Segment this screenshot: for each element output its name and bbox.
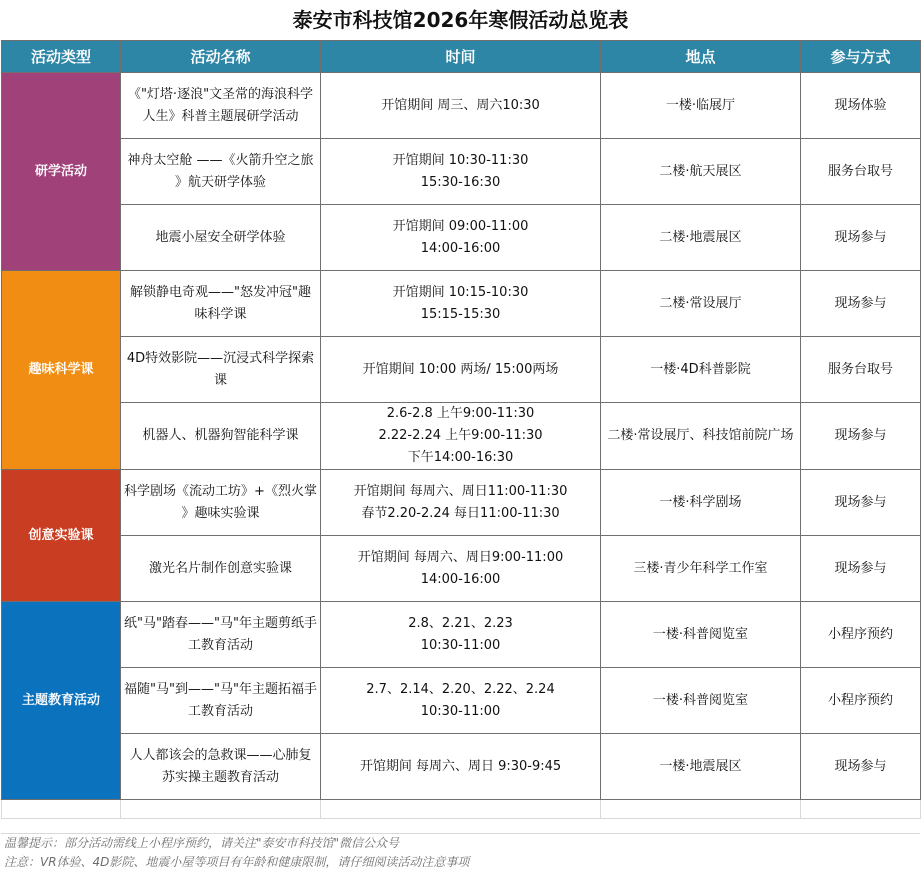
- activity-name-line: 课: [213, 372, 227, 388]
- note-reservation: 温馨提示：部分活动需线上小程序预约，请关注"泰安市科技馆"微信公众号: [4, 836, 400, 850]
- activity-time-line: 开馆期间 09:00-11:00: [392, 218, 529, 234]
- activity-name-cell: [121, 337, 321, 403]
- activity-time-line: 2.8、2.21、2.23: [408, 615, 513, 631]
- empty-cell: [2, 800, 121, 819]
- activity-name-line: 》趣味实验课: [181, 505, 260, 521]
- activity-place-cell: 一楼·临展厅: [601, 73, 801, 139]
- note-restriction: 注意：VR体验、4D影院、地震小屋等项目有年龄和健康限制，请仔细阅读活动注意事项: [4, 855, 470, 869]
- activity-time-cell: [321, 602, 601, 668]
- activity-mode-cell: 现场体验: [801, 73, 921, 139]
- activity-place-cell: 二楼·地震展区: [601, 205, 801, 271]
- activity-place-cell: 三楼·青少年科学工作室: [601, 536, 801, 602]
- activity-mode-cell: 现场参与: [801, 470, 921, 536]
- activity-name-cell: [121, 271, 321, 337]
- empty-cell: [121, 800, 321, 819]
- activity-name-line: 人人都该会的急救课——心肺复: [129, 747, 312, 763]
- activity-time-cell: [321, 139, 601, 205]
- activity-place-cell: 一楼·科普阅览室: [601, 668, 801, 734]
- activity-name-line: 神舟太空舱 ——《火箭升空之旅: [127, 152, 314, 168]
- activity-time-line: 10:30-11:00: [420, 637, 501, 653]
- table-row: [2, 73, 921, 139]
- activity-name-line: 纸"马"踏春——"马"年主题剪纸手: [124, 615, 317, 631]
- activity-time-line: 开馆期间 周三、周六10:30: [381, 97, 540, 113]
- activity-name-cell: [121, 470, 321, 536]
- activity-time-line: 开馆期间 每周六、周日 9:30-9:45: [359, 758, 562, 774]
- table-row: [2, 602, 921, 668]
- notes: [4, 834, 920, 872]
- activity-time-line: 开馆期间 10:15-10:30: [392, 284, 529, 300]
- activity-mode-cell: 现场参与: [801, 734, 921, 800]
- activity-time-line: 开馆期间 每周六、周日11:00-11:30: [353, 483, 568, 499]
- activity-time-cell: [321, 271, 601, 337]
- table-row: [2, 668, 921, 734]
- activity-mode-cell: 现场参与: [801, 403, 921, 470]
- activity-place-cell: 二楼·航天展区: [601, 139, 801, 205]
- activity-name-line: 工教育活动: [187, 703, 253, 719]
- activity-name-cell: [121, 536, 321, 602]
- activity-name-line: 福随"马"到——"马"年主题拓福手: [124, 681, 317, 697]
- header-type: 活动类型: [2, 41, 121, 73]
- activity-time-line: 2.22-2.24 上午9:00-11:30: [378, 428, 543, 443]
- activity-time-cell: [321, 734, 601, 800]
- activity-time-line: 2.7、2.14、2.20、2.22、2.24: [366, 681, 555, 697]
- activity-mode-cell: 现场参与: [801, 271, 921, 337]
- activity-name-cell: [121, 602, 321, 668]
- empty-cell: [601, 800, 801, 819]
- activity-time-cell: [321, 403, 601, 470]
- activity-name-line: 地震小屋安全研学体验: [155, 229, 286, 245]
- activity-time-line: 春节2.20-2.24 每日11:00-11:30: [361, 505, 560, 521]
- table-body: [2, 73, 921, 819]
- activity-time-line: 14:00-16:00: [420, 240, 501, 256]
- activity-name-line: 解锁静电奇观——"怒发冲冠"趣: [130, 284, 311, 300]
- activity-time-line: 2.6-2.8 上午9:00-11:30: [386, 406, 535, 421]
- table-row: [2, 734, 921, 800]
- table-row: [2, 139, 921, 205]
- activity-name-cell: [121, 734, 321, 800]
- activity-name-line: 科学剧场《流动工坊》+《烈火掌: [124, 483, 317, 499]
- activity-time-cell: [321, 73, 601, 139]
- activity-time-cell: [321, 337, 601, 403]
- activity-time-line: 开馆期间 10:00 两场/ 15:00两场: [362, 361, 559, 377]
- activity-name-line: 工教育活动: [187, 637, 253, 653]
- activity-time-line: 15:15-15:30: [420, 306, 501, 322]
- activity-type-cell: 研学活动: [2, 73, 121, 271]
- activity-place-cell: 二楼·常设展厅: [601, 271, 801, 337]
- table-row: [2, 205, 921, 271]
- activity-time-line: 下午14:00-16:30: [407, 450, 514, 465]
- activity-time-cell: [321, 205, 601, 271]
- table-row: [2, 536, 921, 602]
- activity-name-line: 机器人、机器狗智能科学课: [142, 428, 299, 443]
- activity-mode-cell: 小程序预约: [801, 602, 921, 668]
- page-title: 泰安市科技馆2026年寒假活动总览表: [292, 8, 629, 32]
- activity-name-line: 《"灯塔·逐浪"文圣常的海浪科学: [127, 86, 314, 102]
- empty-row: [2, 800, 921, 819]
- activity-name-line: 人生》科普主题展研学活动: [142, 108, 299, 124]
- activity-place-cell: 一楼·地震展区: [601, 734, 801, 800]
- activity-time-line: 15:30-16:30: [420, 174, 501, 190]
- activity-time-cell: [321, 536, 601, 602]
- activity-name-cell: [121, 73, 321, 139]
- activity-time-line: 开馆期间 10:30-11:30: [392, 152, 529, 168]
- activity-mode-cell: 服务台取号: [801, 337, 921, 403]
- activity-mode-cell: 现场参与: [801, 205, 921, 271]
- activity-place-cell: 一楼·4D科普影院: [601, 337, 801, 403]
- activity-place-cell: 一楼·科学剧场: [601, 470, 801, 536]
- header-place: 地点: [601, 41, 801, 73]
- activity-name-cell: [121, 668, 321, 734]
- header-row: [2, 41, 921, 73]
- activity-name-cell: [121, 403, 321, 470]
- activity-place-cell: 二楼·常设展厅、科技馆前院广场: [601, 403, 801, 470]
- activity-name-line: 4D特效影院——沉浸式科学探索: [126, 350, 315, 366]
- activity-time-line: 14:00-16:00: [420, 571, 501, 587]
- table-row: [2, 337, 921, 403]
- activity-name-line: 》航天研学体验: [174, 174, 266, 190]
- activity-time-line: 10:30-11:00: [420, 703, 501, 719]
- activity-mode-cell: 服务台取号: [801, 139, 921, 205]
- activity-place-cell: 一楼·科普阅览室: [601, 602, 801, 668]
- activity-time-cell: [321, 470, 601, 536]
- header-time: 时间: [321, 41, 601, 73]
- table-row: [2, 403, 921, 470]
- empty-cell: [801, 800, 921, 819]
- activity-time-line: 开馆期间 每周六、周日9:00-11:00: [357, 549, 564, 565]
- activity-name-cell: [121, 139, 321, 205]
- activity-type-cell: 主题教育活动: [2, 602, 121, 800]
- activity-name-cell: [121, 205, 321, 271]
- activity-table: [1, 40, 921, 819]
- activity-name-line: 苏实操主题教育活动: [161, 769, 279, 785]
- activity-mode-cell: 现场参与: [801, 536, 921, 602]
- activity-type-cell: 趣味科学课: [2, 271, 121, 470]
- activity-time-cell: [321, 668, 601, 734]
- empty-cell: [321, 800, 601, 819]
- activity-name-line: 味科学课: [194, 306, 247, 322]
- table-row: [2, 470, 921, 536]
- header-mode: 参与方式: [801, 41, 921, 73]
- activity-name-line: 激光名片制作创意实验课: [148, 560, 292, 576]
- activity-type-cell: 创意实验课: [2, 470, 121, 602]
- table-row: [2, 271, 921, 337]
- header-name: 活动名称: [121, 41, 321, 73]
- activity-mode-cell: 小程序预约: [801, 668, 921, 734]
